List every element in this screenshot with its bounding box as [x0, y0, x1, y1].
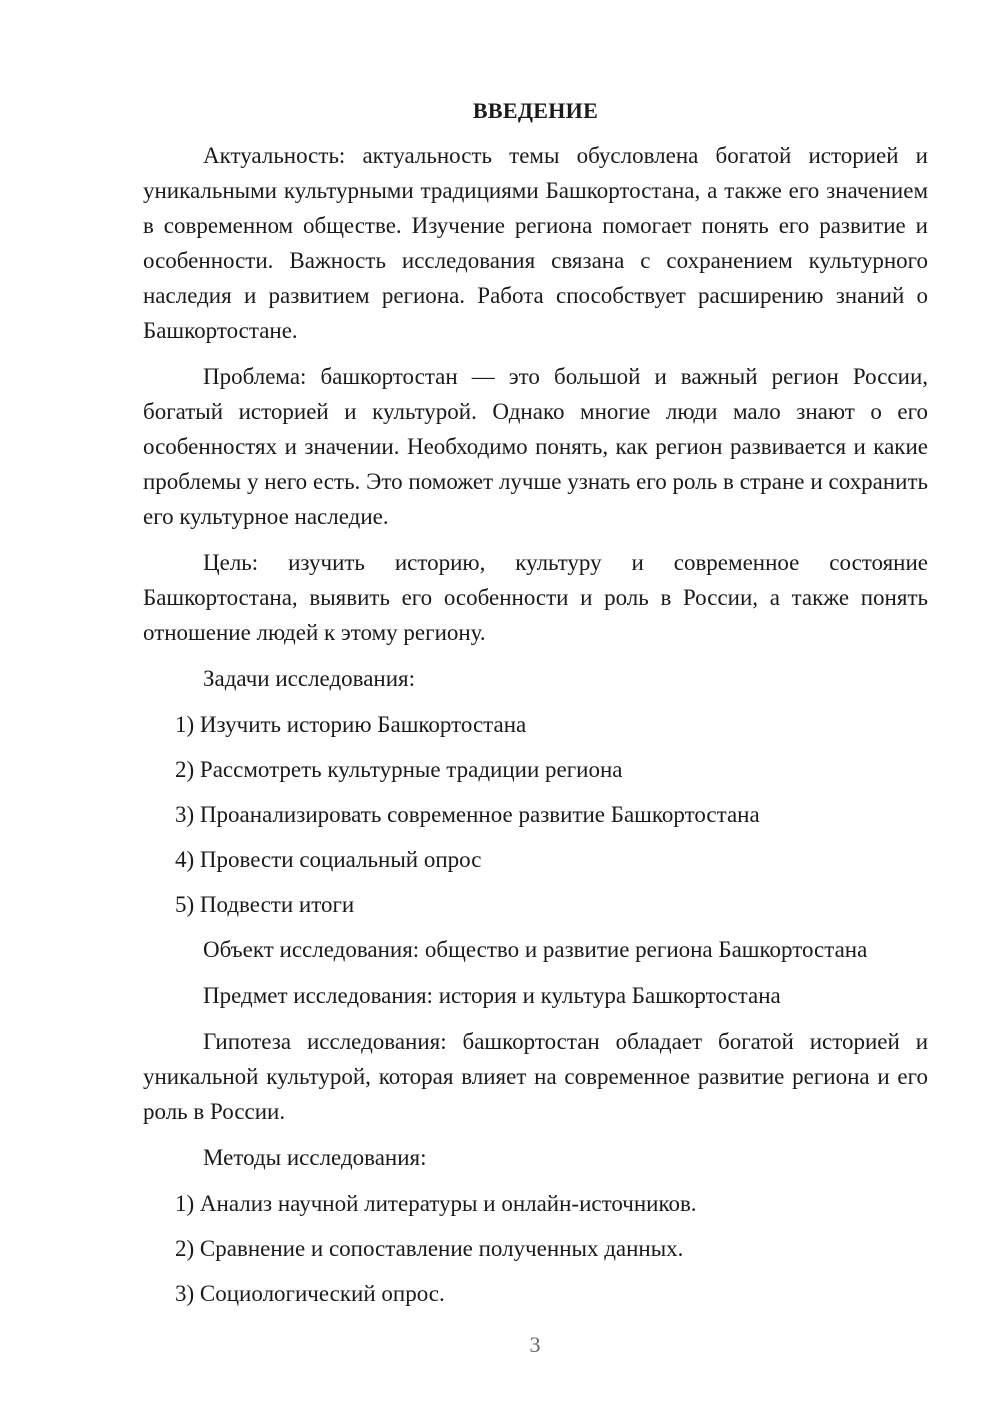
- methods-list: [143, 1186, 928, 1311]
- problem-paragraph: Проблема: башкортостан — это большой и важный регион России, богатый историей и культурой. Однако многие люди мало знают о его особенностях и значении. Необходимо понять, как регион развивается и какие проблемы у него есть. Это поможет лучше узнать его роль в стране и сохранить его культурное наследие.: [143, 364, 928, 529]
- tasks-heading: Задачи исследования:: [203, 666, 416, 691]
- methods-heading: Методы исследования:: [203, 1145, 427, 1170]
- object-line: Объект исследования: общество и развитие региона Башкортостана: [203, 937, 868, 962]
- page-number: 3: [529, 1332, 541, 1357]
- list-item: 1) Изучить историю Башкортостана: [175, 712, 527, 737]
- list-item: 5) Подвести итоги: [175, 892, 355, 917]
- document-page: [143, 96, 928, 1321]
- list-item: 3) Проанализировать современное развитие Башкортостана: [175, 802, 760, 827]
- relevance-paragraph: Актуальность: актуальность темы обусловлена богатой историей и уникальными культурными традициями Башкортостана, а также его значением в современном обществе. Изучение региона помогает понять его развитие и особенности. Важность исследования связана с сохранением культурного наследия и развитием региона. Работа способствует расширению знаний о Башкортостане.: [143, 143, 928, 343]
- hypothesis-paragraph: Гипотеза исследования: башкортостан обладает богатой историей и уникальной культурой, которая влияет на современное развитие региона и его роль в России.: [143, 1029, 928, 1124]
- list-item: 2) Рассмотреть культурные традиции региона: [175, 757, 623, 782]
- list-item: 3) Социологический опрос.: [175, 1281, 445, 1306]
- tasks-list: [143, 707, 928, 922]
- list-item: 1) Анализ научной литературы и онлайн-источников.: [175, 1191, 697, 1216]
- page-title: ВВЕДЕНИЕ: [472, 98, 599, 123]
- list-item: 2) Сравнение и сопоставление полученных данных.: [175, 1236, 684, 1261]
- subject-line: Предмет исследования: история и культура Башкортостана: [203, 983, 781, 1008]
- goal-paragraph: Цель: изучить историю, культуру и современное состояние Башкортостана, выявить его особенности и роль в России, а также понять отношение людей к этому региону.: [143, 550, 928, 645]
- list-item: 4) Провести социальный опрос: [175, 847, 482, 872]
